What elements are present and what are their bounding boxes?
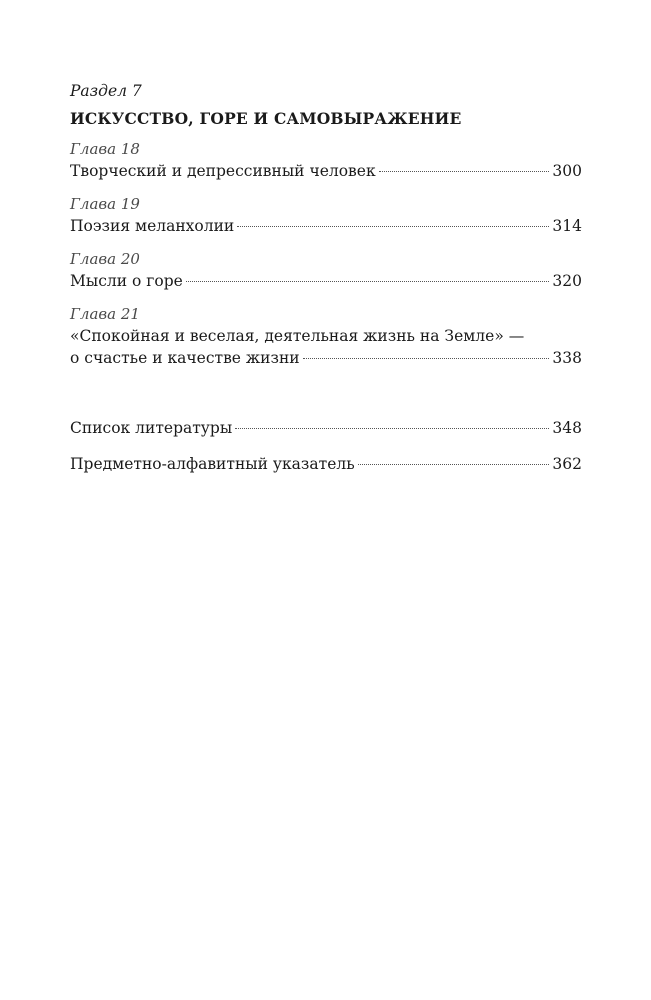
- page-number: 314: [552, 217, 582, 235]
- chapter-entry: [70, 248, 582, 292]
- section-title: ИСКУССТВО, ГОРЕ И САМОВЫРАЖЕНИЕ: [70, 109, 462, 128]
- chapter-label: Глава 19: [70, 195, 140, 213]
- chapter-title: Мысли о горе: [70, 272, 183, 290]
- page-number: 320: [552, 272, 582, 290]
- section-label: Раздел 7: [70, 82, 142, 100]
- page-number: 300: [552, 162, 582, 180]
- index-title: Предметно-алфавитный указатель: [70, 455, 355, 473]
- chapter-label: Глава 21: [70, 305, 140, 323]
- chapter-title-line2: о счастье и качестве жизни: [70, 349, 300, 367]
- chapter-entry: [70, 193, 582, 237]
- chapter-title: Творческий и депрессивный человек: [70, 162, 376, 180]
- chapter-entry: [70, 138, 582, 182]
- chapter-title: Поэзия меланхолии: [70, 217, 235, 235]
- chapter-label: Глава 18: [70, 140, 140, 158]
- dot-leader: [237, 226, 549, 227]
- bibliography-title: Список литературы: [70, 419, 233, 437]
- dot-leader: [235, 428, 549, 429]
- table-of-contents: [70, 80, 582, 489]
- toc-line[interactable]: [70, 347, 582, 369]
- dot-leader: [358, 464, 550, 465]
- toc-line-index[interactable]: [70, 453, 582, 475]
- chapter-title-line1[interactable]: «Спокойная и веселая, деятельная жизнь на Земле» —: [70, 327, 525, 345]
- backmatter: [70, 417, 582, 475]
- chapter-entry: [70, 303, 582, 369]
- page-number: 348: [552, 419, 582, 437]
- toc-line[interactable]: [70, 160, 582, 182]
- toc-line[interactable]: [70, 215, 582, 237]
- dot-leader: [186, 281, 550, 282]
- toc-line[interactable]: [70, 270, 582, 292]
- toc-line-bibliography[interactable]: [70, 417, 582, 439]
- dot-leader: [303, 358, 550, 359]
- chapter-label: Глава 20: [70, 250, 140, 268]
- page-number: 362: [552, 455, 582, 473]
- dot-leader: [379, 171, 550, 172]
- page-number: 338: [552, 349, 582, 367]
